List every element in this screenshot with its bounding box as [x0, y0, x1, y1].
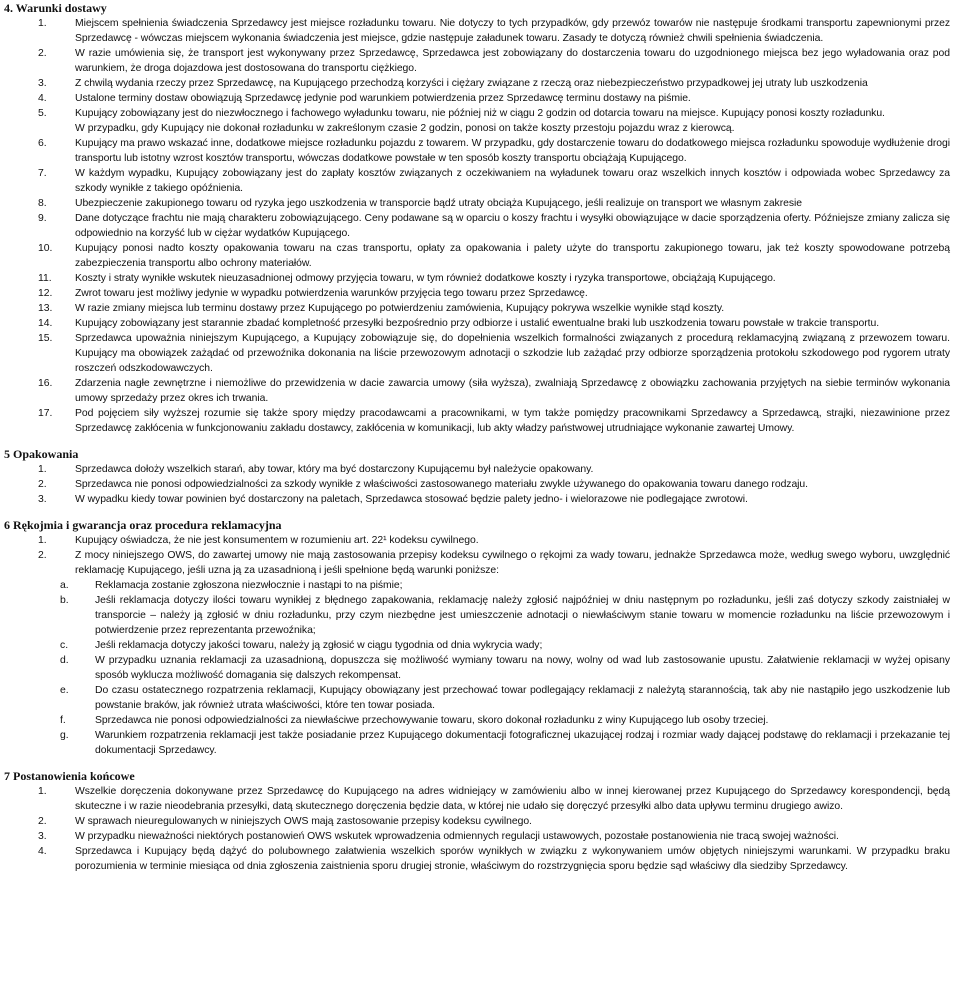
packaging-list [0, 462, 960, 507]
item-text: Sprzedawca upoważnia niniejszym Kupującego, a Kupujący zobowiązuje się, do dopełnienia wszelkich formalności związanych z procedurą reklamacyjną związaną z przewozem towaru. Kupujący ma obowiązek zażądać od przewoźnika dokonania na liście przewozowym adnotacji o szkodzie lub zażądać przy odbiorze sporządzenia protokołu szkodowego pod rygorem utraty roszczeń odszkodowawczych. [75, 333, 950, 374]
warranty-conditions-list [0, 578, 960, 758]
list-item [0, 477, 960, 492]
list-item [0, 166, 960, 196]
section-heading-packaging: 5 Opakowania [4, 447, 79, 461]
list-item [0, 91, 960, 106]
item-letter: a. [60, 580, 69, 591]
item-text: Jeśli reklamacja dotyczy jakości towaru, należy ją zgłosić w ciągu tygodnia od dnia wykrycia wady; [95, 640, 543, 651]
sub-list-item [0, 578, 960, 593]
section-heading-final-provisions: 7 Postanowienia końcowe [4, 769, 135, 783]
item-text: Do czasu ostatecznego rozpatrzenia reklamacji, Kupujący obowiązany jest przechować towar podlegający reklamacji z należytą starannością, tak aby nie nastąpiło jego uszkodzenie lub powstanie braków, jak również utrata właściwości, które ten towar posiada. [95, 685, 950, 711]
list-item [0, 462, 960, 477]
sub-list-item [0, 638, 960, 653]
list-item [0, 844, 960, 874]
item-text: Kupujący zobowiązany jest starannie zbadać kompletność przesyłki bezpośrednio przy odbiorze i ustalić ewentualne braki lub uszkodzenia towaru powstałe w trakcie transportu. [75, 318, 880, 329]
item-text: W przypadku nieważności niektórych postanowień OWS wskutek wprowadzenia odmiennych regulacji ustawowych, pozostałe postanowienia nie tracą swojej ważności. [75, 831, 839, 842]
list-item [0, 784, 960, 814]
item-letter: d. [60, 655, 69, 666]
item-number: 2. [38, 479, 47, 490]
item-text: Koszty i straty wynikłe wskutek nieuzasadnionej odmowy przyjęcia towaru, w tym również dodatkowe koszty i ryzyka transportowe, obciążają Kupującego. [75, 273, 776, 284]
list-item [0, 829, 960, 844]
section-heading-warranty: 6 Rękojmia i gwarancja oraz procedura reklamacyjna [4, 518, 282, 532]
sub-list-item [0, 683, 960, 713]
item-number: 1. [38, 786, 47, 797]
sub-list-item [0, 713, 960, 728]
item-letter: f. [60, 715, 66, 726]
section-spacer [0, 758, 960, 768]
item-number: 6. [38, 138, 47, 149]
item-number: 14. [38, 318, 53, 329]
item-letter: g. [60, 730, 69, 741]
list-item [0, 46, 960, 76]
item-text: Z mocy niniejszego OWS, do zawartej umowy nie mają zastosowania przepisy kodeksu cywilnego o rękojmi za wady towaru, jednakże Sprzedawca może, według swego wyboru, uwzględnić reklamację Kupującego, jeśli uzna ją za uzasadnioną i jeśli spełnione będą warunki poniższe: [75, 550, 950, 576]
item-number: 13. [38, 303, 53, 314]
list-item [0, 241, 960, 271]
item-number: 3. [38, 831, 47, 842]
item-number: 5. [38, 108, 47, 119]
item-number: 9. [38, 213, 47, 224]
item-number: 7. [38, 168, 47, 179]
item-number: 1. [38, 18, 47, 29]
item-text: W przypadku uznania reklamacji za uzasadnioną, dopuszcza się możliwość wymiany towaru na nowy, wolny od wad lub zastosowanie upustu. Załatwienie reklamacji w wyżej opisany sposób wyklucza możliwość domagania się dalszych rekompensat. [95, 655, 950, 681]
final-provisions-list [0, 784, 960, 874]
list-item [0, 211, 960, 241]
list-item [0, 331, 960, 376]
item-number: 15. [38, 333, 53, 344]
item-number: 3. [38, 78, 47, 89]
item-text: Pod pojęciem siły wyższej rozumie się także spory między pracodawcami a pracownikami, w tym także pomiędzy pracownikami Sprzedawcy a Sprzedawcą, strajki, niezawinione przez Sprzedawcę zakłócenia w funkcjonowaniu zakładu dostawcy, zakłócenia w komunikacji, lub akty władzy państwowej utrudniające wykonanie zawartej Umowy. [75, 408, 950, 434]
list-item [0, 76, 960, 91]
item-text: Sprzedawca dołoży wszelkich starań, aby towar, który ma być dostarczony Kupującemu był należycie opakowany. [75, 464, 594, 475]
sub-list-item [0, 653, 960, 683]
item-letter: b. [60, 595, 69, 606]
warranty-list [0, 533, 960, 578]
item-text: Sprzedawca nie ponosi odpowiedzialności za szkody wynikłe z właściwości zastosowanego materiału zwykle używanego do opakowania towaru danego rodzaju. [75, 479, 809, 490]
sub-list-item [0, 728, 960, 758]
item-number: 16. [38, 378, 53, 389]
item-text: Warunkiem rozpatrzenia reklamacji jest także posiadanie przez Kupującego dokumentacji fotograficznej ukazującej rodzaj i rozmiar wady dającej podstawę do reklamacji i przekazanie tej dokumentacji Sprzedawcy. [95, 730, 950, 756]
item-number: 12. [38, 288, 53, 299]
item-text: Jeśli reklamacja dotyczy ilości towaru wynikłej z błędnego zapakowania, reklamację należy zgłosić najpóźniej w dniu następnym po rozładunku, jeśli zaś dotyczy szkody zaistniałej w transporcie – należy ją zgłosić w dniu rozładunku, przy czym niezbędne jest umieszczenie adnotacji o niewłaściwym stanie towaru w momencie rozładunku na liście przewozowym i potwierdzenie przez reprezentanta przewoźnika; [95, 595, 950, 636]
item-number: 10. [38, 243, 53, 254]
item-text: W wypadku kiedy towar powinien być dostarczony na paletach, Sprzedawca stosować będzie palety jedno- i wielorazowe nie podlegające zwrotowi. [75, 494, 748, 505]
item-number: 3. [38, 494, 47, 505]
list-item [0, 286, 960, 301]
item-letter: e. [60, 685, 69, 696]
section-spacer [0, 507, 960, 517]
item-letter: c. [60, 640, 69, 651]
list-item [0, 814, 960, 829]
section-spacer [0, 436, 960, 446]
item-number: 1. [38, 464, 47, 475]
item-number: 2. [38, 816, 47, 827]
item-number: 1. [38, 535, 47, 546]
item-number: 4. [38, 93, 47, 104]
item-text: Kupujący zobowiązany jest do niezwłocznego i fachowego wyładunku towaru, nie później niż w ciągu 2 godzin od dotarcia towaru na miejsce. Kupujący ponosi koszty rozładunku. [75, 108, 885, 119]
item-text: W sprawach nieuregulowanych w niniejszych OWS mają zastosowanie przepisy kodeksu cywilnego. [75, 816, 532, 827]
item-text: Kupujący oświadcza, że nie jest konsumentem w rozumieniu art. 22¹ kodeksu cywilnego. [75, 535, 479, 546]
list-item [0, 106, 960, 136]
item-text: Kupujący ma prawo wskazać inne, dodatkowe miejsce rozładunku pojazdu z towarem. W przypadku, gdy dostarczenie towaru do dodatkowego miejsca rozładunku spowoduje wydłużenie drogi transportu lub istotny wzrost kosztów transportu, wówczas dodatkowe powstałe w ten sposób koszty transportu obciążają Kupującego. [75, 138, 950, 164]
item-number: 4. [38, 846, 47, 857]
item-text: Reklamacja zostanie zgłoszona niezwłocznie i nastąpi to na piśmie; [95, 580, 403, 591]
list-item [0, 316, 960, 331]
list-item [0, 16, 960, 46]
item-number: 17. [38, 408, 53, 419]
list-item [0, 136, 960, 166]
list-item [0, 376, 960, 406]
item-text: Dane dotyczące frachtu nie mają charakteru zobowiązującego. Ceny podawane są w oparciu o koszy frachtu i wysyłki obowiązujące w dacie sporządzenia oferty. Późniejsze zmiany zalicza się odpowiednio na korzyść lub w ciężar wydatków Kupującego. [75, 213, 950, 239]
item-text: Sprzedawca nie ponosi odpowiedzialności za niewłaściwe przechowywanie towaru, skoro dokonał rozładunku z winy Kupującego lub osoby trzeciej. [95, 715, 769, 726]
list-item [0, 196, 960, 211]
list-item [0, 271, 960, 286]
sub-list-item [0, 593, 960, 638]
item-text: Miejscem spełnienia świadczenia Sprzedawcy jest miejsce rozładunku towaru. Nie dotyczy to tych przypadków, gdy przewóz towarów nie następuje środkami transportu zapewnionymi przez Sprzedawcę - wówczas miejscem wykonania świadczenia jest miejsce, gdzie następuje załadunek towaru. Zasady te dotyczą również chwili spełnienia świadczenia. [75, 18, 950, 44]
item-text: Kupujący ponosi nadto koszty opakowania towaru na czas transportu, opłaty za opakowania i palety użyte do transportu zakupionego towaru, jak też koszty spowodowane potrzebą zabezpieczenia transportu albo ochrony materiałów. [75, 243, 950, 269]
item-text: Wszelkie doręczenia dokonywane przez Sprzedawcę do Kupującego na adres widniejący w zamówieniu albo w innej kierowanej przez Kupującego do Sprzedawcy korespondencji, będą skuteczne i w razie nieodebrania przesyłki, datą skutecznego doręczenia będzie data, w której nie udało się doręczyć przesyłki albo data upływu terminu drugiego awizo. [75, 786, 950, 812]
delivery-terms-list [0, 16, 960, 436]
item-number: 2. [38, 48, 47, 59]
item-text: Zdarzenia nagłe zewnętrzne i niemożliwe do przewidzenia w dacie zawarcia umowy (siła wyższa), zwalniają Sprzedawcę z obowiązku zachowania przyjętych na siebie terminów wykonania umowy sprzedaży przez okres ich trwania. [75, 378, 950, 404]
list-item [0, 533, 960, 548]
item-text: Ustalone terminy dostaw obowiązują Sprzedawcę jedynie pod warunkiem potwierdzenia przez Sprzedawcę terminu dostawy na piśmie. [75, 93, 691, 104]
item-number: 8. [38, 198, 47, 209]
item-text: W razie zmiany miejsca lub terminu dostawy przez Kupującego po potwierdzeniu zamówienia, Kupujący pokrywa wszelkie wynikłe stąd koszty. [75, 303, 725, 314]
item-number: 11. [38, 273, 52, 284]
item-number: 2. [38, 550, 47, 561]
section-heading-delivery: 4. Warunki dostawy [4, 1, 107, 15]
item-text: Sprzedawca i Kupujący będą dążyć do polubownego załatwienia wszelkich sporów wynikłych w związku z wykonywaniem umów objętych niniejszymi warunkami. W przypadku braku porozumienia w terminie miesiąca od dnia zgłoszenia zaistnienia sporu drugiej stronie, właściwym do rozstrzygnięcia sporu będzie sąd właściwy dla siedziby Sprzedawcy. [75, 846, 950, 872]
item-text-continuation: W przypadku, gdy Kupujący nie dokonał rozładunku w zakreślonym czasie 2 godzin, ponosi on także koszty przestoju pojazdu wraz z kierowcą. [75, 123, 735, 134]
item-text: W razie umówienia się, że transport jest wykonywany przez Sprzedawcę, Sprzedawca jest zobowiązany do dostarczenia towaru do uzgodnionego miejsca bez jego wyładowania oraz pod warunkiem, że droga dojazdowa jest dostosowana do transportu ciężkiego. [75, 48, 950, 74]
item-text: W każdym wypadku, Kupujący zobowiązany jest do zapłaty kosztów związanych z oczekiwaniem na wyładunek towaru oraz wszelkich innych kosztów i odpowiada wobec Sprzedawcy za szkody wynikłe z takiego opóźnienia. [75, 168, 950, 194]
list-item [0, 492, 960, 507]
list-item [0, 548, 960, 578]
item-text: Zwrot towaru jest możliwy jedynie w wypadku potwierdzenia warunków przyjęcia tego towaru przez Sprzedawcę. [75, 288, 588, 299]
list-item [0, 301, 960, 316]
item-text: Z chwilą wydania rzeczy przez Sprzedawcę, na Kupującego przechodzą korzyści i ciężary związane z rzeczą oraz niebezpieczeństwo przypadkowej jej utraty lub uszkodzenia [75, 78, 868, 89]
list-item [0, 406, 960, 436]
item-text: Ubezpieczenie zakupionego towaru od ryzyka jego uszkodzenia w transporcie bądź utraty obciąża Kupującego, jeśli realizuje on transport we własnym zakresie [75, 198, 802, 209]
